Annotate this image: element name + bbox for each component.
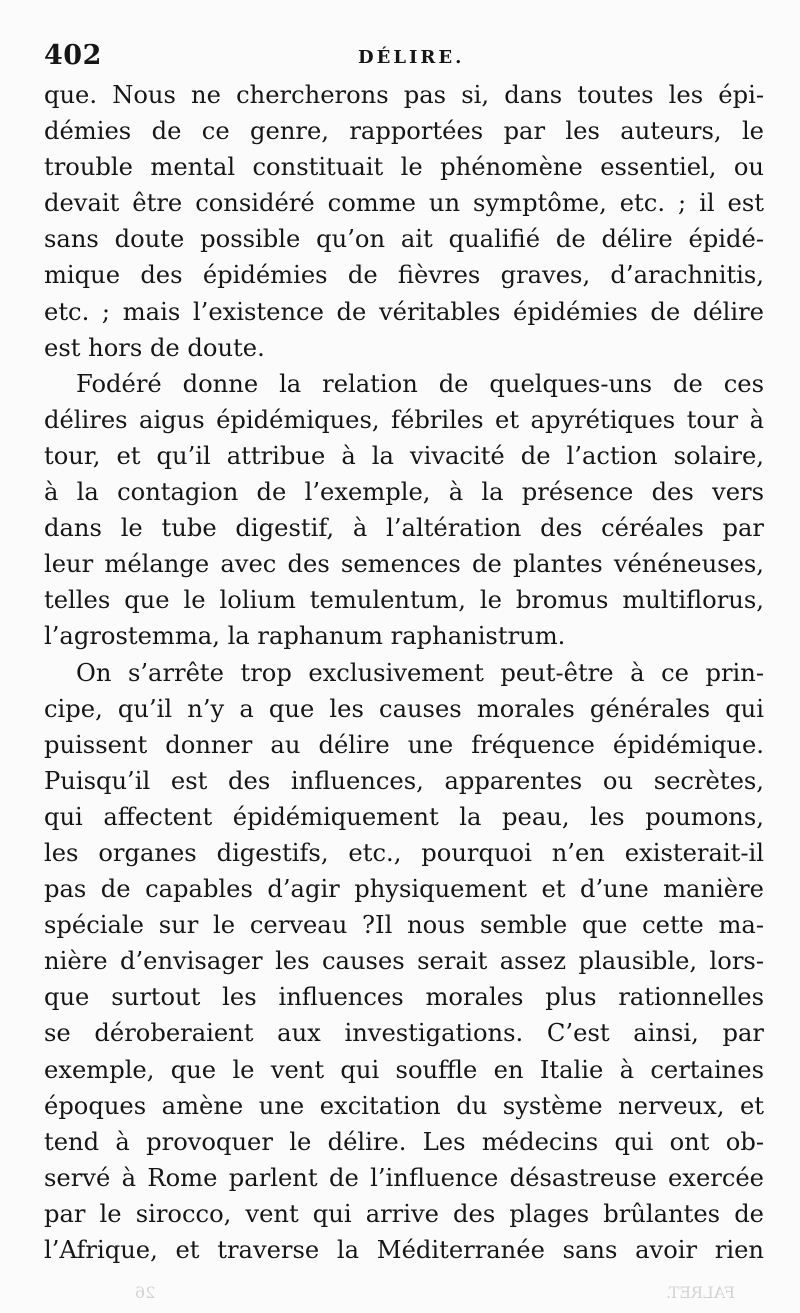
text-line: tend à provoquer le délire. Les médecins qui ont ob- (44, 1127, 764, 1156)
text-line: Fodéré donne la relation de quelques-uns de ces (76, 369, 764, 398)
text-line: telles que le lolium temulentum, le bromus multiflorus, (44, 586, 764, 615)
show-through-footer (135, 1283, 735, 1307)
page-header (44, 40, 786, 74)
text-line: etc. ; mais l’existence de véritables épidémies de délire (44, 297, 764, 326)
text-line: puissent donner au délire une fréquence épidémique. (44, 730, 764, 759)
text-line: est hors de doute. (44, 333, 265, 362)
text-line: dans le tube digestif, à l’altération des céréales par (44, 514, 764, 543)
text-line: que surtout les influences morales plus rationnelles (44, 983, 764, 1012)
text-line: délires aigus épidémiques, fébriles et apyrétiques tour à (44, 405, 764, 434)
text-line: tour, et qu’il attribue à la vivacité de l’action solaire, (44, 441, 764, 470)
text-line: cipe, qu’il n’y a que les causes morales générales qui (44, 694, 764, 723)
text-line: devait être considéré comme un symptôme, etc. ; il est (44, 189, 764, 218)
text-line: spéciale sur le cerveau ?Il nous semble que cette ma- (44, 911, 764, 940)
text-line: par le sirocco, vent qui arrive des plages brûlantes de (44, 1199, 764, 1228)
text-line: l’agrostemma, la raphanum raphanistrum. (44, 622, 566, 651)
text-line: Puisqu’il est des influences, apparentes ou secrètes, (44, 766, 764, 795)
text-line: mique des épidémies de fièvres graves, d’arachnitis, (44, 261, 764, 290)
page-number: 402 (44, 40, 102, 71)
text-line: se déroberaient aux investigations. C’est ainsi, par (44, 1019, 764, 1048)
running-title: DÉLIRE. (358, 47, 465, 68)
text-line: trouble mental constituait le phénomène essentiel, ou (44, 153, 764, 182)
text-line: qui affectent épidémiquement la peau, les poumons, (44, 802, 764, 831)
text-line: leur mélange avec des semences de plantes vénéneuses, (44, 550, 764, 579)
body-text (44, 77, 764, 1277)
text-line: On s’arrête trop exclusivement peut-être à ce prin- (76, 658, 764, 687)
mirrored-signature-mark: FALRET. (665, 1283, 735, 1302)
text-line: que. Nous ne chercherons pas si, dans toutes les épi- (44, 81, 764, 109)
text-line: exemple, que le vent qui souffle en Italie à certaines (44, 1055, 764, 1084)
text-line: sans doute possible qu’on ait qualifié de délire épidé- (44, 225, 764, 254)
mirrored-page-number: 26 (135, 1283, 156, 1302)
text-line: à la contagion de l’exemple, à la présence des vers (44, 478, 764, 507)
text-line: pas de capables d’agir physiquement et d’une manière (44, 875, 764, 904)
text-line: époques amène une excitation du système nerveux, et (44, 1091, 764, 1120)
text-line: démies de ce genre, rapportées par les auteurs, le (44, 117, 764, 146)
text-line: servé à Rome parlent de l’influence désastreuse exercée (44, 1163, 764, 1192)
text-line: l’Afrique, et traverse la Méditerranée sans avoir rien (44, 1236, 764, 1264)
text-line: nière d’envisager les causes serait assez plausible, lors- (44, 947, 764, 976)
text-line: les organes digestifs, etc., pourquoi n’en existerait-il (44, 838, 764, 867)
